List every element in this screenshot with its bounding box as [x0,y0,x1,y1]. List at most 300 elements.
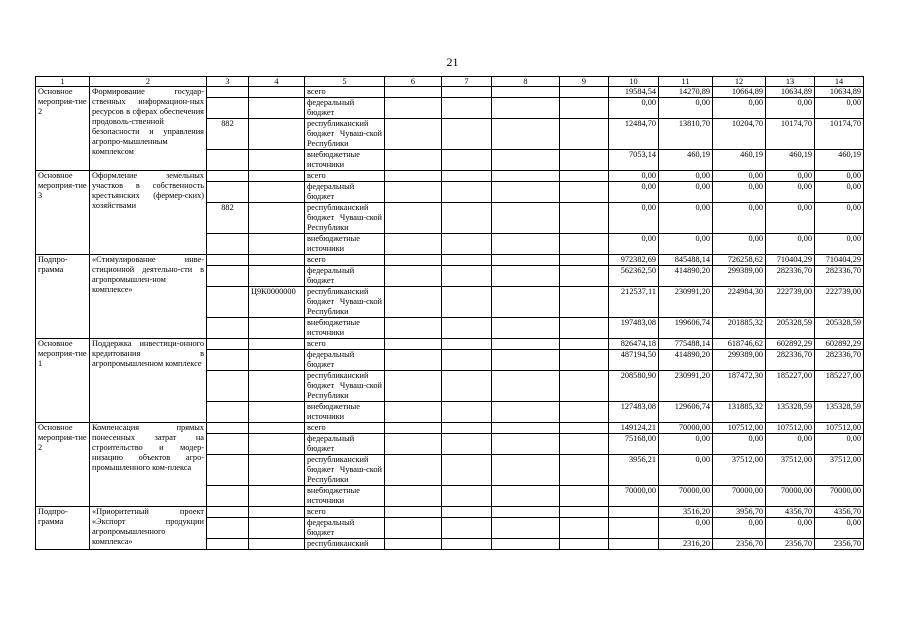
cell-empty [385,350,442,371]
measure-name: «Стимулирование инве-стиционной деятельно-сти в агропромышлен-ном комплексе» [90,255,207,339]
cell-amount: 205328,59 [815,318,864,339]
cell-amount: 2356,70 [815,539,864,550]
cell-target-code [249,182,305,203]
cell-empty [560,171,609,182]
cell-amount: 0,00 [659,182,713,203]
cell-empty [560,203,609,234]
cell-amount: 230991,20 [659,371,713,402]
cell-amount: 0,00 [713,203,766,234]
cell-amount: 0,00 [766,171,815,182]
cell-amount: 0,00 [713,171,766,182]
cell-amount: 0,00 [659,518,713,539]
cell-target-code [249,434,305,455]
cell-amount: 2356,70 [766,539,815,550]
cell-grbs [207,434,249,455]
cell-amount: 299389,00 [713,350,766,371]
cell-empty [492,423,560,434]
cell-target-code [249,402,305,423]
measure-name: Формирование государ-ственных информацион-ных ресурсов в сферах обеспечения продоволь-ственной безопасности и управления агропро-мышленным комплексом [90,87,207,171]
cell-grbs [207,402,249,423]
cell-grbs [207,539,249,550]
table-row [36,507,864,518]
cell-target-code [249,371,305,402]
cell-amount: 14270,89 [659,87,713,98]
cell-amount: 70000,00 [659,486,713,507]
cell-amount: 845488,14 [659,255,713,266]
cell-empty [560,119,609,150]
cell-amount: 10174,70 [815,119,864,150]
cell-empty [560,287,609,318]
cell-amount: 0,00 [609,171,659,182]
cell-empty [442,518,492,539]
cell-amount: 3516,20 [659,507,713,518]
cell-empty [492,339,560,350]
cell-empty [492,203,560,234]
cell-funding-source: внебюджетные источники [305,486,385,507]
cell-empty [492,402,560,423]
cell-empty [385,234,442,255]
cell-amount: 0,00 [815,182,864,203]
cell-empty [560,87,609,98]
cell-empty [560,339,609,350]
cell-funding-source: республиканский бюджет Чуваш-ской Республики [305,119,385,150]
cell-amount: 0,00 [713,182,766,203]
cell-empty [492,486,560,507]
cell-empty [560,539,609,550]
cell-funding-source: всего [305,171,385,182]
cell-empty [385,150,442,171]
cell-empty [492,318,560,339]
cell-grbs [207,518,249,539]
cell-grbs [207,255,249,266]
column-header-6: 6 [385,77,442,87]
cell-amount: 0,00 [815,434,864,455]
column-header-11: 11 [659,77,713,87]
cell-empty [442,287,492,318]
cell-empty [492,150,560,171]
cell-amount: 197483,08 [609,318,659,339]
page-number: 21 [446,55,459,69]
cell-target-code [249,507,305,518]
measure-type: Основное мероприя-тие 3 [36,171,90,255]
cell-empty [385,98,442,119]
cell-empty [442,203,492,234]
cell-target-code [249,234,305,255]
cell-funding-source: всего [305,507,385,518]
cell-empty [560,486,609,507]
cell-empty [492,350,560,371]
cell-empty [442,182,492,203]
cell-empty [442,119,492,150]
cell-empty [442,255,492,266]
cell-empty [385,423,442,434]
cell-amount: 299389,00 [713,266,766,287]
cell-funding-source: федеральный бюджет [305,98,385,119]
cell-empty [385,255,442,266]
cell-amount: 185227,00 [815,371,864,402]
cell-empty [492,182,560,203]
cell-empty [492,119,560,150]
cell-amount: 0,00 [815,171,864,182]
cell-amount: 70000,00 [766,486,815,507]
cell-amount: 0,00 [609,182,659,203]
cell-amount: 10634,89 [815,87,864,98]
cell-amount [609,518,659,539]
cell-grbs: 882 [207,203,249,234]
cell-funding-source: республиканский бюджет Чуваш-ской Республики [305,287,385,318]
cell-amount: 10634,89 [766,87,815,98]
cell-amount: 282336,70 [766,350,815,371]
cell-amount: 222739,00 [766,287,815,318]
cell-amount: 414890,20 [659,266,713,287]
cell-amount: 726258,62 [713,255,766,266]
cell-funding-source: республиканский [305,539,385,550]
cell-amount: 149124,21 [609,423,659,434]
cell-amount: 37512,00 [815,455,864,486]
cell-empty [442,539,492,550]
cell-empty [385,119,442,150]
cell-empty [492,507,560,518]
cell-amount: 107512,00 [766,423,815,434]
cell-grbs [207,486,249,507]
column-header-1: 1 [36,77,90,87]
table-row [36,87,864,98]
cell-empty [385,203,442,234]
cell-empty [560,371,609,402]
cell-target-code [249,87,305,98]
measure-name: Компенсация прямых понесенных затрат на строительство и модер-низацию объектов агро-промышленного ком-плекса [90,423,207,507]
cell-target-code [249,203,305,234]
cell-empty [442,371,492,402]
cell-empty [385,339,442,350]
measure-type: Основное мероприя-тие 2 [36,423,90,507]
cell-empty [442,150,492,171]
cell-amount: 0,00 [659,171,713,182]
cell-amount: 0,00 [766,434,815,455]
cell-target-code [249,119,305,150]
cell-amount: 0,00 [659,455,713,486]
cell-amount: 222739,00 [815,287,864,318]
cell-empty [442,339,492,350]
cell-empty [492,87,560,98]
column-header-2: 2 [90,77,207,87]
column-header-4: 4 [249,77,305,87]
cell-amount: 0,00 [713,234,766,255]
cell-amount: 13810,70 [659,119,713,150]
cell-empty [560,150,609,171]
cell-empty [442,171,492,182]
cell-amount: 107512,00 [815,423,864,434]
cell-amount: 0,00 [659,434,713,455]
table-row [36,171,864,182]
table-row [36,339,864,350]
cell-target-code [249,339,305,350]
cell-amount: 187472,30 [713,371,766,402]
cell-amount: 75168,00 [609,434,659,455]
column-header-3: 3 [207,77,249,87]
cell-amount: 127483,08 [609,402,659,423]
cell-amount: 135328,59 [766,402,815,423]
cell-amount: 0,00 [766,203,815,234]
cell-amount: 0,00 [766,518,815,539]
cell-empty [385,518,442,539]
cell-amount: 460,19 [659,150,713,171]
cell-amount: 0,00 [659,234,713,255]
cell-target-code [249,455,305,486]
table-row [36,255,864,266]
cell-empty [492,455,560,486]
cell-amount: 201885,32 [713,318,766,339]
cell-empty [492,539,560,550]
cell-empty [442,507,492,518]
cell-amount: 972382,69 [609,255,659,266]
cell-amount [609,539,659,550]
cell-amount: 602892,29 [766,339,815,350]
cell-empty [442,318,492,339]
cell-amount: 70000,00 [815,486,864,507]
cell-amount: 0,00 [766,98,815,119]
column-header-7: 7 [442,77,492,87]
cell-target-code [249,350,305,371]
cell-target-code [249,518,305,539]
cell-target-code [249,171,305,182]
cell-amount: 0,00 [766,234,815,255]
cell-empty [442,455,492,486]
cell-amount: 7053,14 [609,150,659,171]
cell-amount: 135328,59 [815,402,864,423]
cell-funding-source: внебюджетные источники [305,234,385,255]
cell-empty [560,434,609,455]
cell-amount: 282336,70 [815,266,864,287]
cell-amount: 0,00 [609,203,659,234]
cell-target-code [249,486,305,507]
cell-grbs [207,350,249,371]
cell-empty [492,171,560,182]
cell-amount: 0,00 [815,234,864,255]
cell-funding-source: внебюджетные источники [305,402,385,423]
cell-amount: 282336,70 [815,350,864,371]
cell-amount: 37512,00 [766,455,815,486]
cell-amount: 12484,70 [609,119,659,150]
cell-amount: 2356,70 [713,539,766,550]
cell-empty [442,423,492,434]
cell-amount: 10204,70 [713,119,766,150]
cell-target-code [249,255,305,266]
cell-amount: 212537,11 [609,287,659,318]
cell-funding-source: федеральный бюджет [305,434,385,455]
cell-funding-source: федеральный бюджет [305,350,385,371]
cell-amount [609,507,659,518]
cell-empty [560,423,609,434]
measure-type: Основное мероприя-тие 1 [36,339,90,423]
cell-grbs [207,87,249,98]
cell-empty [385,266,442,287]
cell-amount: 0,00 [713,98,766,119]
cell-target-code: Ц9К0000000 [249,287,305,318]
cell-empty [385,87,442,98]
cell-grbs [207,371,249,402]
cell-amount: 282336,70 [766,266,815,287]
cell-empty [560,98,609,119]
cell-empty [442,434,492,455]
cell-grbs [207,287,249,318]
cell-empty [385,318,442,339]
column-header-8: 8 [492,77,560,87]
measure-type: Основное мероприя-тие 2 [36,87,90,171]
cell-funding-source: республиканский бюджет Чуваш-ской Республики [305,371,385,402]
cell-empty [560,518,609,539]
cell-grbs: 882 [207,119,249,150]
cell-empty [492,371,560,402]
cell-amount: 414890,20 [659,350,713,371]
cell-empty [492,255,560,266]
table-body [36,77,864,550]
cell-funding-source: республиканский бюджет Чуваш-ской Республики [305,203,385,234]
cell-amount: 0,00 [659,98,713,119]
cell-empty [385,171,442,182]
cell-amount: 0,00 [713,434,766,455]
cell-amount: 37512,00 [713,455,766,486]
cell-funding-source: федеральный бюджет [305,182,385,203]
cell-target-code [249,150,305,171]
cell-amount: 0,00 [659,203,713,234]
cell-amount: 487194,50 [609,350,659,371]
cell-amount: 0,00 [815,98,864,119]
cell-empty [385,434,442,455]
cell-empty [560,350,609,371]
cell-empty [442,350,492,371]
cell-empty [385,402,442,423]
cell-funding-source: всего [305,255,385,266]
cell-empty [492,287,560,318]
cell-grbs [207,150,249,171]
cell-grbs [207,455,249,486]
cell-empty [560,507,609,518]
cell-empty [560,255,609,266]
cell-amount: 129606,74 [659,402,713,423]
cell-funding-source: внебюджетные источники [305,150,385,171]
cell-empty [385,182,442,203]
cell-empty [385,486,442,507]
cell-amount: 826474,18 [609,339,659,350]
cell-amount: 199606,74 [659,318,713,339]
cell-empty [385,287,442,318]
cell-amount: 10664,89 [713,87,766,98]
cell-amount: 0,00 [713,518,766,539]
cell-amount: 0,00 [815,203,864,234]
cell-amount: 19584,54 [609,87,659,98]
cell-amount: 0,00 [766,182,815,203]
budget-table [35,76,864,550]
cell-amount: 224984,30 [713,287,766,318]
measure-name: Поддержка инвестици-онного кредитования в агропромышленном комплексе [90,339,207,423]
cell-empty [442,234,492,255]
cell-empty [560,266,609,287]
cell-empty [560,318,609,339]
cell-funding-source: федеральный бюджет [305,266,385,287]
cell-amount: 70000,00 [609,486,659,507]
cell-empty [442,266,492,287]
cell-amount: 602892,29 [815,339,864,350]
cell-empty [442,402,492,423]
cell-amount: 10174,70 [766,119,815,150]
cell-amount: 562362,50 [609,266,659,287]
column-header-9: 9 [560,77,609,87]
cell-amount: 4356,70 [766,507,815,518]
cell-amount: 0,00 [815,518,864,539]
cell-empty [560,234,609,255]
measure-type: Подпро-грамма [36,507,90,550]
cell-empty [492,518,560,539]
cell-empty [492,234,560,255]
measure-name: Оформление земельных участков в собственность крестьянских (фермер-ских) хозяйствами [90,171,207,255]
cell-amount: 3956,21 [609,455,659,486]
cell-target-code [249,318,305,339]
cell-amount: 2316,20 [659,539,713,550]
cell-empty [385,507,442,518]
cell-amount: 3956,70 [713,507,766,518]
column-header-14: 14 [815,77,864,87]
cell-grbs [207,318,249,339]
cell-grbs [207,339,249,350]
header-row [36,77,864,87]
cell-amount: 107512,00 [713,423,766,434]
cell-amount: 4356,70 [815,507,864,518]
cell-empty [385,455,442,486]
cell-target-code [249,266,305,287]
cell-empty [492,266,560,287]
cell-grbs [207,234,249,255]
cell-amount: 131885,32 [713,402,766,423]
cell-empty [560,182,609,203]
cell-funding-source: всего [305,339,385,350]
cell-grbs [207,182,249,203]
cell-amount: 185227,00 [766,371,815,402]
cell-funding-source: республиканский бюджет Чуваш-ской Республики [305,455,385,486]
cell-amount: 710404,29 [766,255,815,266]
cell-empty [442,98,492,119]
cell-amount: 205328,59 [766,318,815,339]
cell-empty [442,486,492,507]
cell-amount: 460,19 [713,150,766,171]
cell-amount: 70000,00 [713,486,766,507]
cell-empty [492,434,560,455]
cell-amount: 0,00 [609,234,659,255]
column-header-13: 13 [766,77,815,87]
cell-grbs [207,171,249,182]
cell-target-code [249,423,305,434]
measure-name: «Приоритетный проект «Экспорт продукции агропромышленного комплекса» [90,507,207,550]
column-header-5: 5 [305,77,385,87]
cell-funding-source: всего [305,87,385,98]
measure-type: Подпро-грамма [36,255,90,339]
cell-target-code [249,98,305,119]
cell-amount: 460,19 [766,150,815,171]
table-row [36,423,864,434]
cell-empty [385,371,442,402]
cell-amount: 230991,20 [659,287,713,318]
cell-empty [442,87,492,98]
cell-amount: 0,00 [609,98,659,119]
cell-amount: 208580,90 [609,371,659,402]
cell-amount: 710404,29 [815,255,864,266]
cell-empty [385,539,442,550]
cell-amount: 70000,00 [659,423,713,434]
cell-empty [560,402,609,423]
cell-funding-source: внебюджетные источники [305,318,385,339]
cell-amount: 618746,62 [713,339,766,350]
cell-grbs [207,98,249,119]
